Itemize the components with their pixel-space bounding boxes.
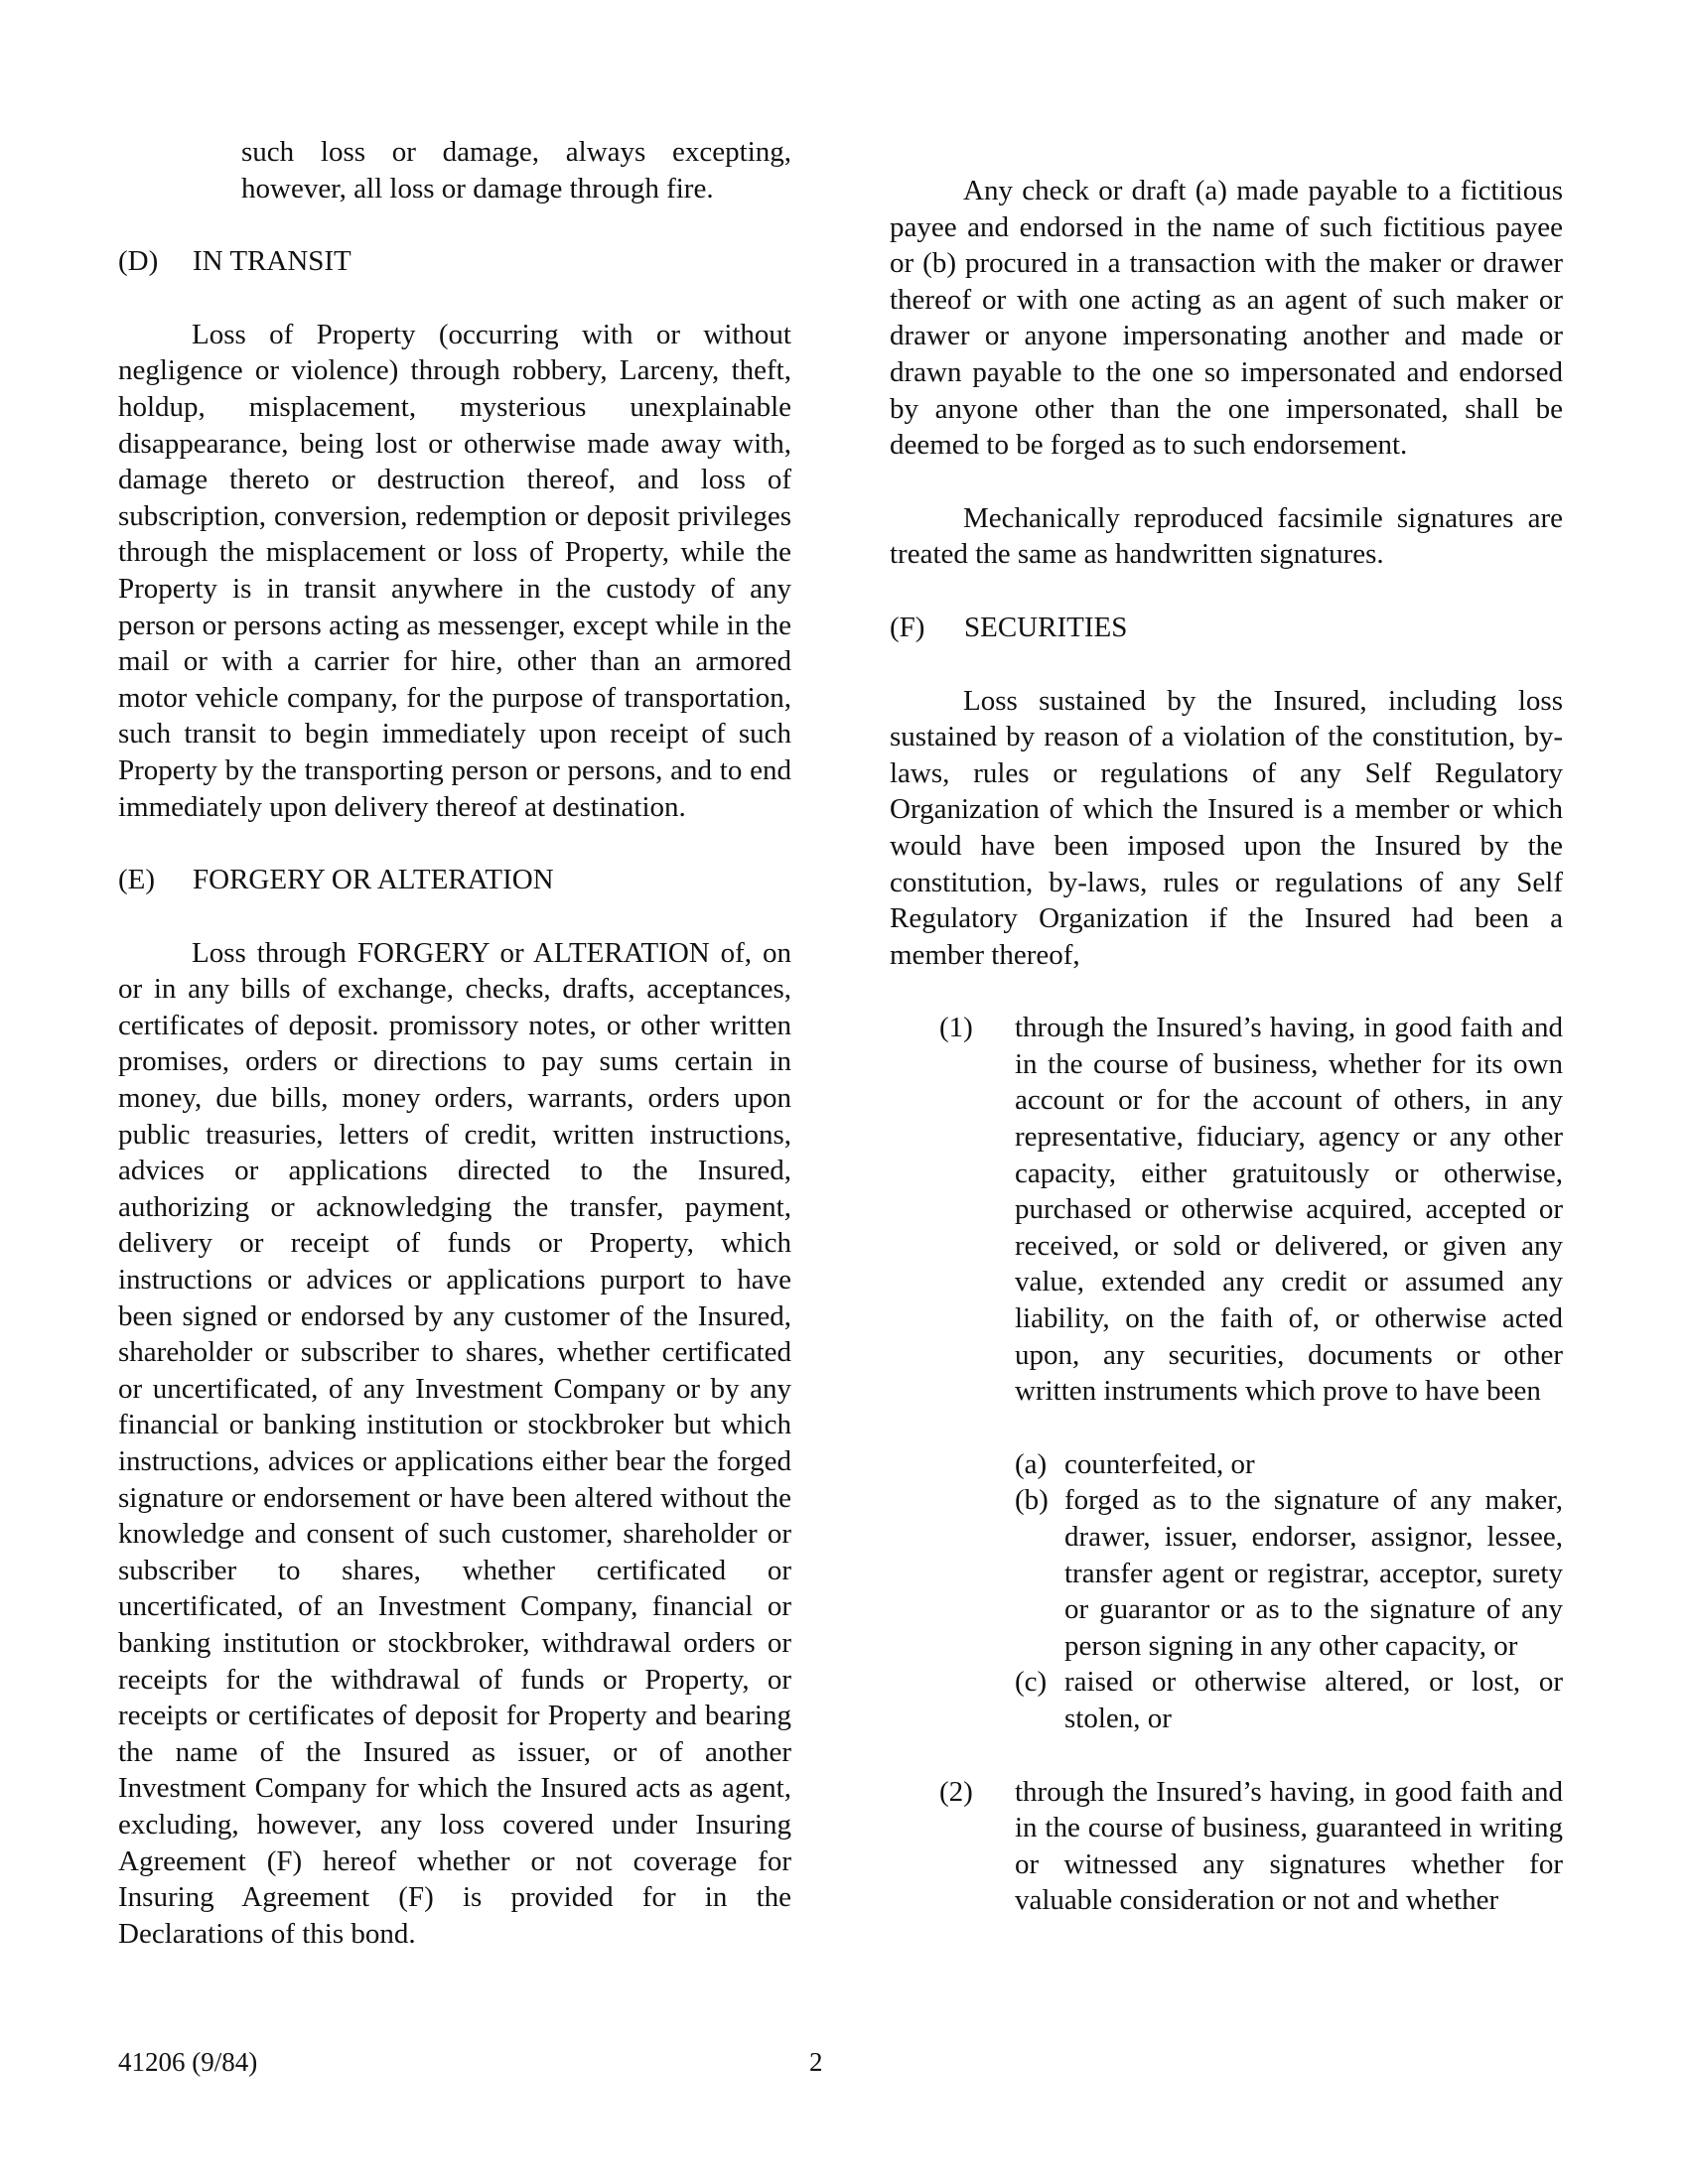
section-f-body: Loss sustained by the Insured, including loss sustained by reason of a violation of the constitution, by-laws, rules or regulations of any Self Regulatory Organization of which the Insured is a member or which would have been imposed upon the Insured by the constitution, by-laws, rules or regulations of any Self Regulatory Organization if the Insured had been a member thereof, bbox=[890, 684, 1563, 971]
sub-item-text: counterfeited, or bbox=[1064, 1447, 1255, 1480]
section-d-title: IN TRANSIT bbox=[193, 245, 352, 278]
section-d-heading bbox=[118, 243, 791, 280]
continuation-text: such loss or damage, always excepting, however, all loss or damage through fire. bbox=[241, 136, 791, 205]
section-f-heading bbox=[890, 610, 1563, 646]
sub-item bbox=[1015, 1664, 1563, 1736]
section-f-label: (F) bbox=[890, 611, 925, 643]
sub-item-number: (c) bbox=[1015, 1666, 1048, 1699]
left-column bbox=[118, 134, 791, 1952]
sub-list bbox=[1015, 1446, 1563, 1737]
section-d-label: (D) bbox=[118, 245, 159, 278]
item-number: (2) bbox=[939, 1775, 973, 1808]
section-d-body: Loss of Property (occurring with or without negligence or violence) through robbery, Larceny, theft, holdup, misplacement, mysterious unexplainable disappearance, being lost or otherwise made away with, damage thereto or destruction thereof, and loss of subscription, conversion, redemption or deposit privileges through the misplacement or loss of Property, while the Property is in transit anywhere in the custody of any person or persons acting as messenger, except while in the mail or with a carrier for hire, other than an armored motor vehicle company, for the purpose of transportation, such transit to begin immediately upon receipt of such Property by the transporting person or persons, and to end immediately upon delivery thereof at destination. bbox=[118, 318, 791, 823]
section-f-title: SECURITIES bbox=[964, 611, 1128, 643]
sub-item-number: (b) bbox=[1015, 1484, 1049, 1517]
right-column bbox=[890, 173, 1563, 1919]
section-e-body: Loss through FORGERY or ALTERATION of, on or in any bills of exchange, checks, drafts, acceptances, certificates of deposit. promissory notes, or other written promises, orders or directions to pay sums certain in money, due bills, money orders, warrants, orders upon public treasuries, letters of credit, written instructions, advices or applications directed to the Insured, authorizing or acknowledging the transfer, payment, delivery or receipt of funds or Property, which instructions or advices or applications purport to have been signed or endorsed by any customer of the Insured, shareholder or subscriber to shares, whether certificated or uncertificated, of any Investment Company or by any financial or banking institution or stockbroker but which instructions, advices or applications either bear the forged signature or endorsement or have been altered without the knowledge and consent of such customer, shareholder or subscriber to shares, whether certificated or uncertificated, of an Investment Company, financial or banking institution or stockbroker, withdrawal orders or receipts for the withdrawal of funds or Property, or receipts or certificates of deposit for Property and bearing the name of the Insured as issuer, or of another Investment Company for which the Insured acts as agent, excluding, however, any loss covered under Insuring Agreement (F) hereof whether or not coverage for Insuring Agreement (F) is provided for in the Declarations of this bond. bbox=[118, 936, 791, 1950]
item-text: through the Insured’s having, in good faith and in the course of business, whether for its own account or for the account of others, in any representative, fiduciary, agency or any other capacity, either gratuitously or otherwise, purchased or otherwise acquired, accepted or received, or sold or delivered, or given any value, extended any credit or assumed any liability, on the faith of, or otherwise acted upon, any securities, documents or other written instruments which prove to have been bbox=[1015, 1012, 1563, 1408]
sub-item-text: forged as to the signature of any maker, drawer, issuer, endorser, assignor, lessee, transfer agent or registrar, acceptor, surety or guarantor or as to the signature of any person signing in any other capacity, or bbox=[1064, 1484, 1563, 1662]
section-e-title: FORGERY OR ALTERATION bbox=[193, 864, 554, 896]
sub-item-number: (a) bbox=[1015, 1447, 1048, 1480]
sub-item bbox=[1015, 1446, 1563, 1483]
form-number: 41206 (9/84) bbox=[118, 2047, 258, 2077]
page-number: 2 bbox=[809, 2047, 823, 2077]
sub-item-text: raised or otherwise altered, or lost, or stolen, or bbox=[1064, 1666, 1563, 1734]
section-e-label: (E) bbox=[118, 864, 156, 896]
item-number: (1) bbox=[939, 1012, 973, 1044]
section-e-heading bbox=[118, 862, 791, 898]
list-item bbox=[939, 1010, 1563, 1410]
facsimile-paragraph: Mechanically reproduced facsimile signatures are treated the same as handwritten signatures. bbox=[890, 501, 1563, 571]
sub-item bbox=[1015, 1482, 1563, 1664]
list-item bbox=[939, 1774, 1563, 1919]
check-paragraph: Any check or draft (a) made payable to a fictitious payee and endorsed in the name of such fictitious payee or (b) procured in a transaction with the maker or drawer thereof or with one acting as an agent of such maker or drawer or anyone impersonating another and made or drawn payable to the one so impersonated and endorsed by anyone other than the one impersonated, shall be deemed to be forged as to such endorsement. bbox=[890, 175, 1563, 462]
item-text: through the Insured’s having, in good faith and in the course of business, guaranteed in writing or witnessed any signatures whether for valuable consideration or not and whether bbox=[1015, 1775, 1563, 1917]
